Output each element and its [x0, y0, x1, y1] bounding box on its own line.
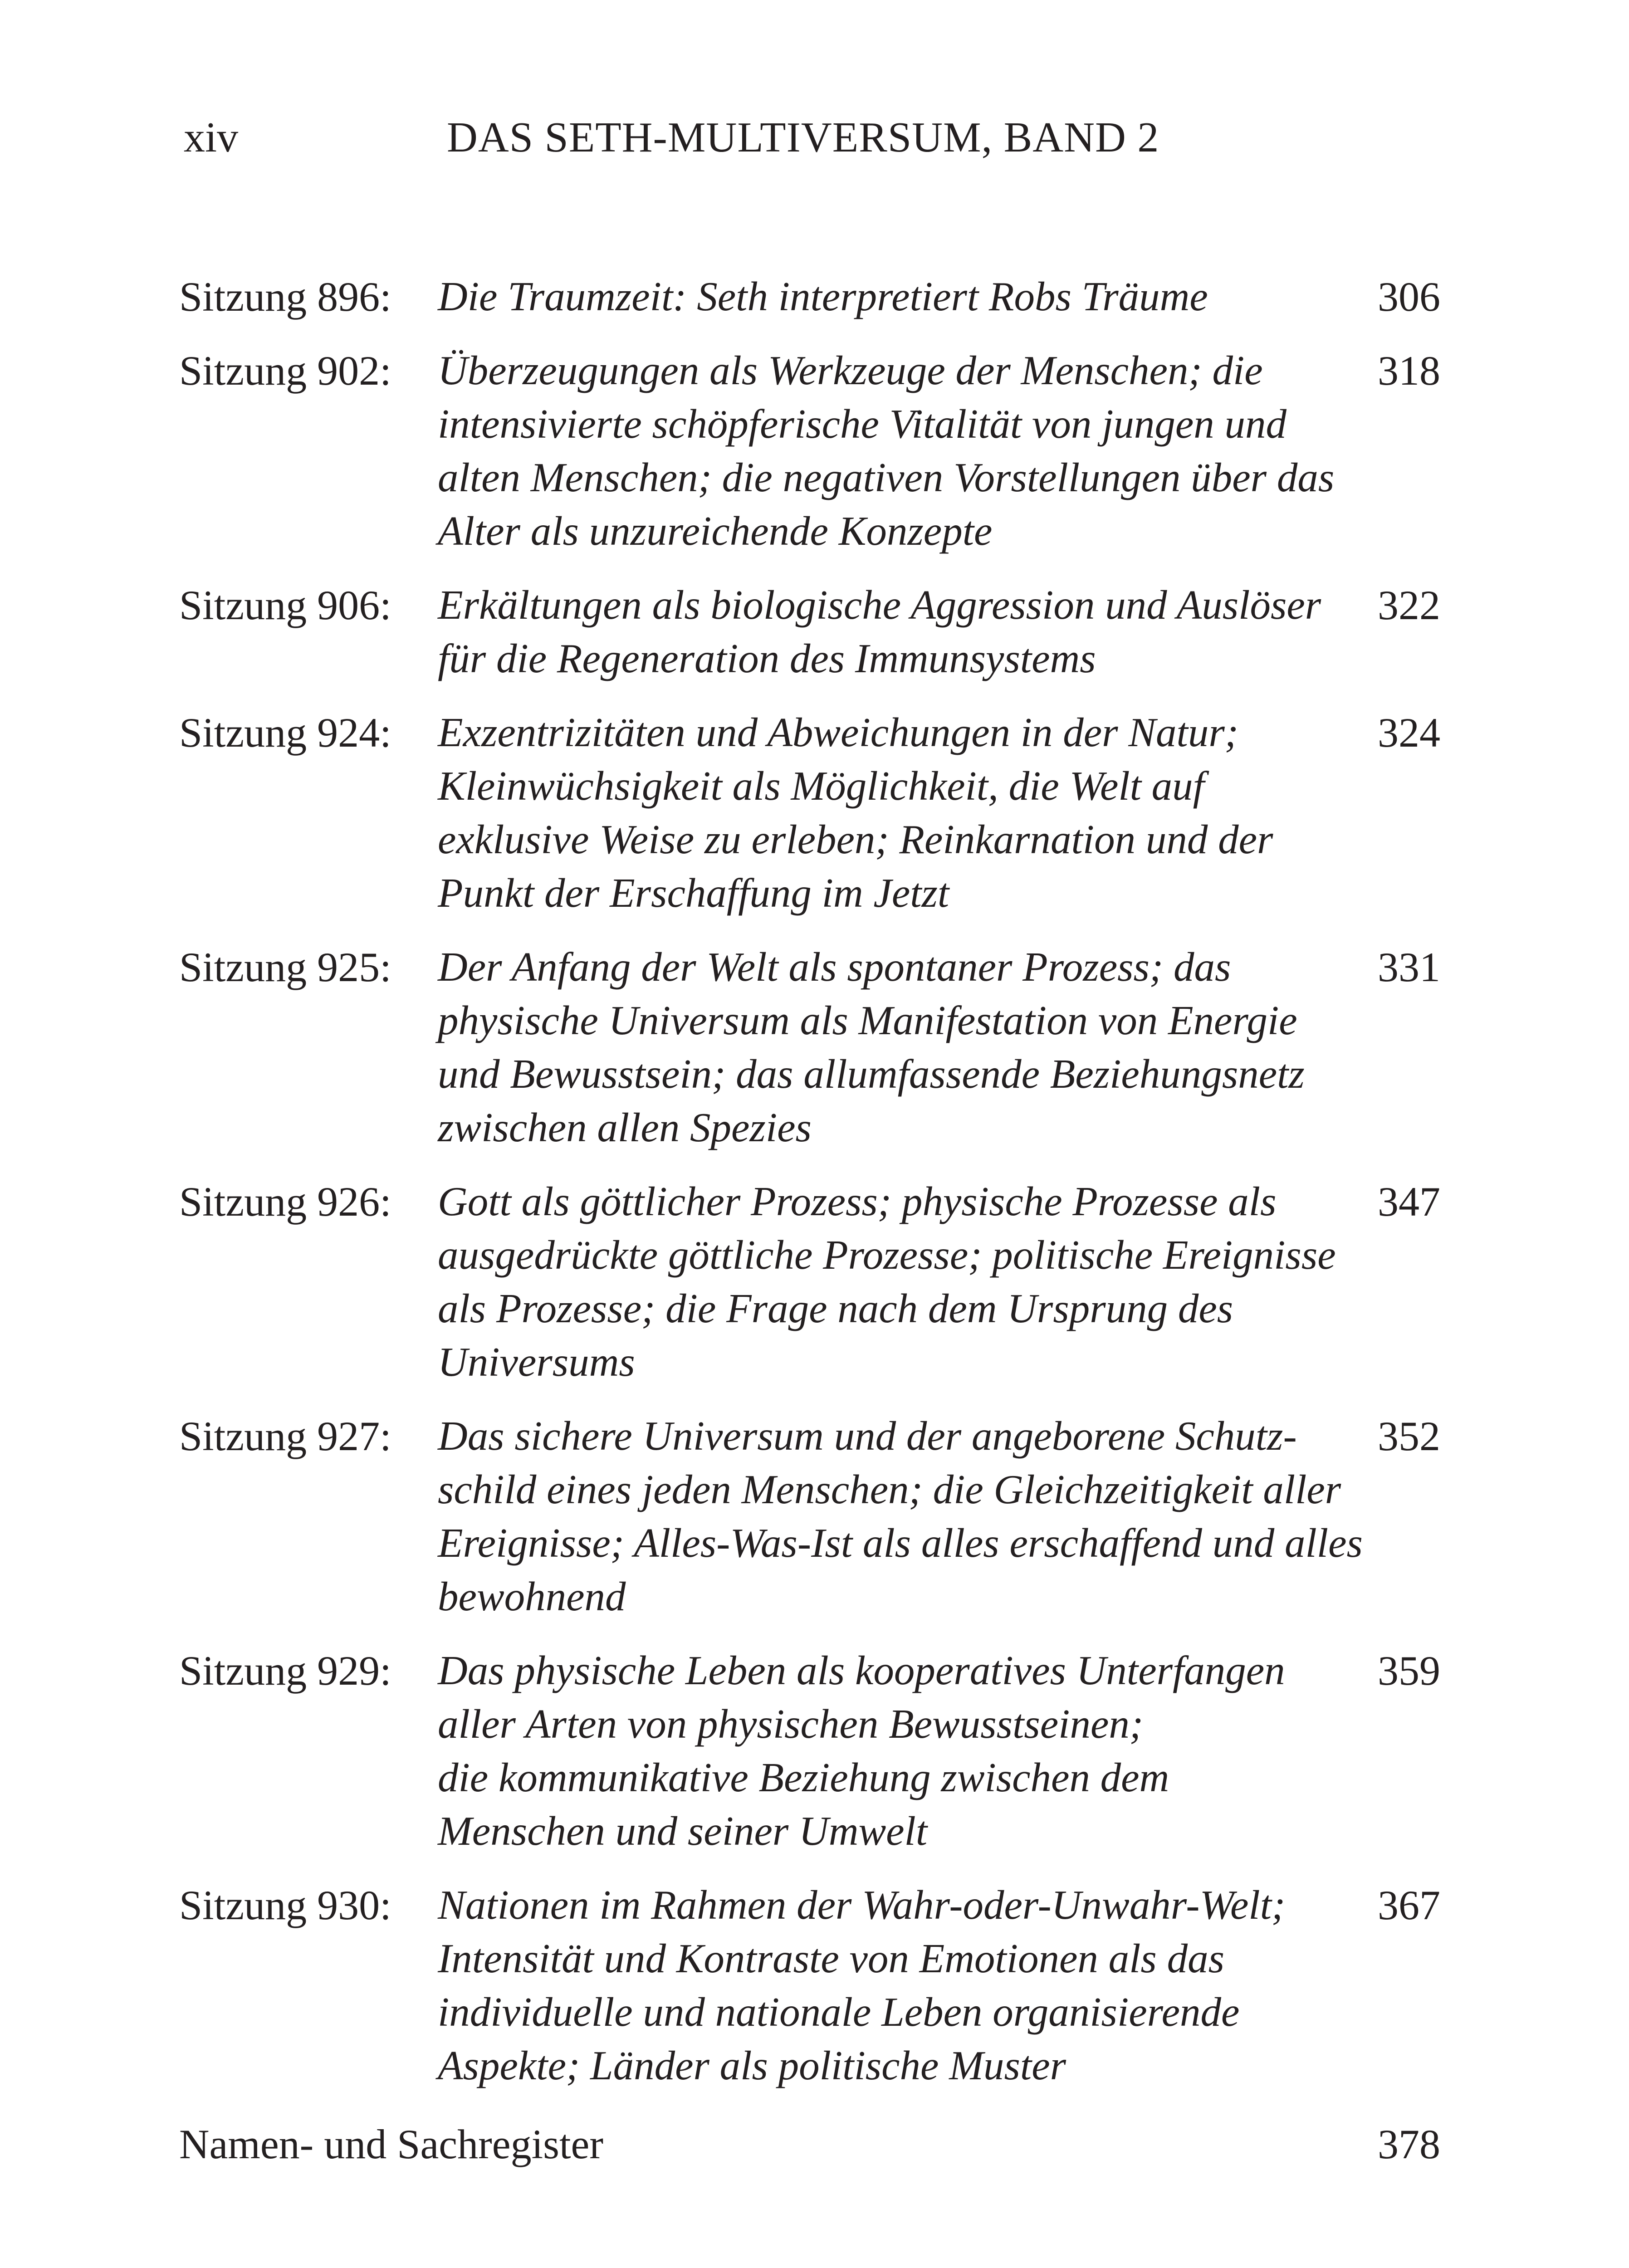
toc-entry [179, 1175, 1440, 1389]
toc-entry [179, 940, 1440, 1154]
toc-entry-label: Sitzung 896: [179, 274, 391, 320]
toc-entry-title-line: schild eines jeden Menschen; die Gleichzeitigkeit aller [438, 1466, 1341, 1512]
toc-entry-title [438, 270, 1363, 323]
toc-entry-title-line: Das sichere Universum und der angeborene Schutz- [438, 1413, 1297, 1459]
toc-entry-label: Sitzung 906: [179, 582, 391, 628]
toc-entry-title-line: zwischen allen Spezies [438, 1105, 812, 1150]
toc-entry-title-line: physische Universum als Manifestation von Energie [438, 997, 1297, 1043]
toc-entry [179, 1644, 1440, 1858]
toc-entry-title [438, 1175, 1363, 1389]
toc-entry-page: 324 [1378, 709, 1440, 756]
toc-entry-title-line: bewohnend [438, 1574, 626, 1619]
toc-entry-page: 352 [1378, 1413, 1440, 1459]
toc-entry-page: 367 [1378, 1882, 1440, 1928]
toc-entry-label: Sitzung 927: [179, 1413, 391, 1459]
toc-entry-title [438, 1644, 1363, 1858]
toc-entry [179, 1409, 1440, 1623]
toc-entry [179, 270, 1440, 323]
toc-entry-title-line: Exzentrizitäten und Abweichungen in der Natur; [438, 709, 1239, 755]
toc-entry-title-line: Menschen und seiner Umwelt [438, 1808, 928, 1854]
index-entry-page: 378 [1378, 2121, 1440, 2167]
toc-entry-title-line: Nationen im Rahmen der Wahr-oder-Unwahr-Welt; [438, 1882, 1286, 1928]
toc-entry-title [438, 1409, 1363, 1623]
toc-entry-title-line: Universums [438, 1339, 635, 1385]
toc-entry-page: 347 [1378, 1178, 1440, 1225]
toc-entry-label: Sitzung 926: [179, 1178, 391, 1225]
toc-entry-page: 322 [1378, 582, 1440, 628]
toc-entry-label: Sitzung 924: [179, 709, 391, 756]
toc-entry [179, 706, 1440, 920]
toc-entry-title-line: als Prozesse; die Frage nach dem Ursprung des [438, 1286, 1233, 1331]
toc-entry-title-line: Der Anfang der Welt als spontaner Prozess; das [438, 944, 1231, 990]
toc-entry-title [438, 940, 1363, 1154]
toc-entry-title-line: Ereignisse; Alles-Was-Ist als alles erschaffend und alles [438, 1520, 1363, 1566]
toc-entry-title-line: Alter als unzureichende Konzepte [438, 508, 993, 554]
toc-entry-page: 331 [1378, 944, 1440, 990]
running-title: DAS SETH-MULTIVERSUM, BAND 2 [447, 114, 1159, 161]
toc-entry-label: Sitzung 902: [179, 347, 391, 394]
toc-entry [179, 578, 1440, 685]
toc-entry-title [438, 706, 1363, 920]
running-header [179, 103, 1436, 171]
toc-entry-title-line: für die Regeneration des Immunsystems [438, 635, 1096, 681]
toc-entry-title-line: Gott als göttlicher Prozess; physische Prozesse als [438, 1178, 1277, 1224]
toc-entry-label: Sitzung 929: [179, 1647, 391, 1694]
toc-entry-page: 306 [1378, 274, 1440, 320]
table-of-contents [179, 270, 1440, 2171]
toc-entry-title [438, 1878, 1363, 2092]
toc-entry-title-line: Die Traumzeit: Seth interpretiert Robs Träume [438, 274, 1208, 319]
toc-entry-title-line: Punkt der Erschaffung im Jetzt [438, 870, 949, 916]
toc-entry [179, 344, 1440, 558]
toc-entry-title-line: individuelle und nationale Leben organisierende [438, 1989, 1240, 2035]
toc-entry-title-line: Aspekte; Länder als politische Muster [438, 2043, 1066, 2088]
toc-entry-title-line: exklusive Weise zu erleben; Reinkarnation und der [438, 816, 1273, 862]
index-entry [179, 2117, 1440, 2171]
toc-entry-page: 318 [1378, 347, 1440, 394]
toc-entry-title-line: aller Arten von physischen Bewusstseinen; [438, 1701, 1144, 1747]
toc-entry [179, 1878, 1440, 2092]
toc-entry-title-line: Das physische Leben als kooperatives Unterfangen [438, 1647, 1285, 1693]
toc-entry-title-line: die kommunikative Beziehung zwischen dem [438, 1755, 1169, 1800]
toc-entry-title-line: intensivierte schöpferische Vitalität von jungen und [438, 401, 1287, 447]
index-entry-label: Namen- und Sachregister [179, 2121, 604, 2167]
toc-entry-title [438, 578, 1363, 685]
toc-entry-label: Sitzung 930: [179, 1882, 391, 1928]
toc-entry-title-line: Intensität und Kontraste von Emotionen als das [438, 1936, 1224, 1981]
toc-entry-title-line: Kleinwüchsigkeit als Möglichkeit, die Welt auf [438, 763, 1204, 809]
toc-entry-label: Sitzung 925: [179, 944, 391, 990]
toc-entry-title-line: alten Menschen; die negativen Vorstellungen über das [438, 455, 1335, 500]
toc-entry-title-line: ausgedrückte göttliche Prozesse; politische Ereignisse [438, 1232, 1336, 1278]
page-number: xiv [184, 114, 239, 161]
toc-entry-title-line: Erkältungen als biologische Aggression und Auslöser [438, 582, 1321, 628]
toc-entry-title-line: Überzeugungen als Werkzeuge der Menschen; die [438, 347, 1263, 393]
toc-entry-title [438, 344, 1363, 558]
toc-entry-title-line: und Bewusstsein; das allumfassende Beziehungsnetz [438, 1051, 1305, 1097]
toc-entry-page: 359 [1378, 1647, 1440, 1694]
